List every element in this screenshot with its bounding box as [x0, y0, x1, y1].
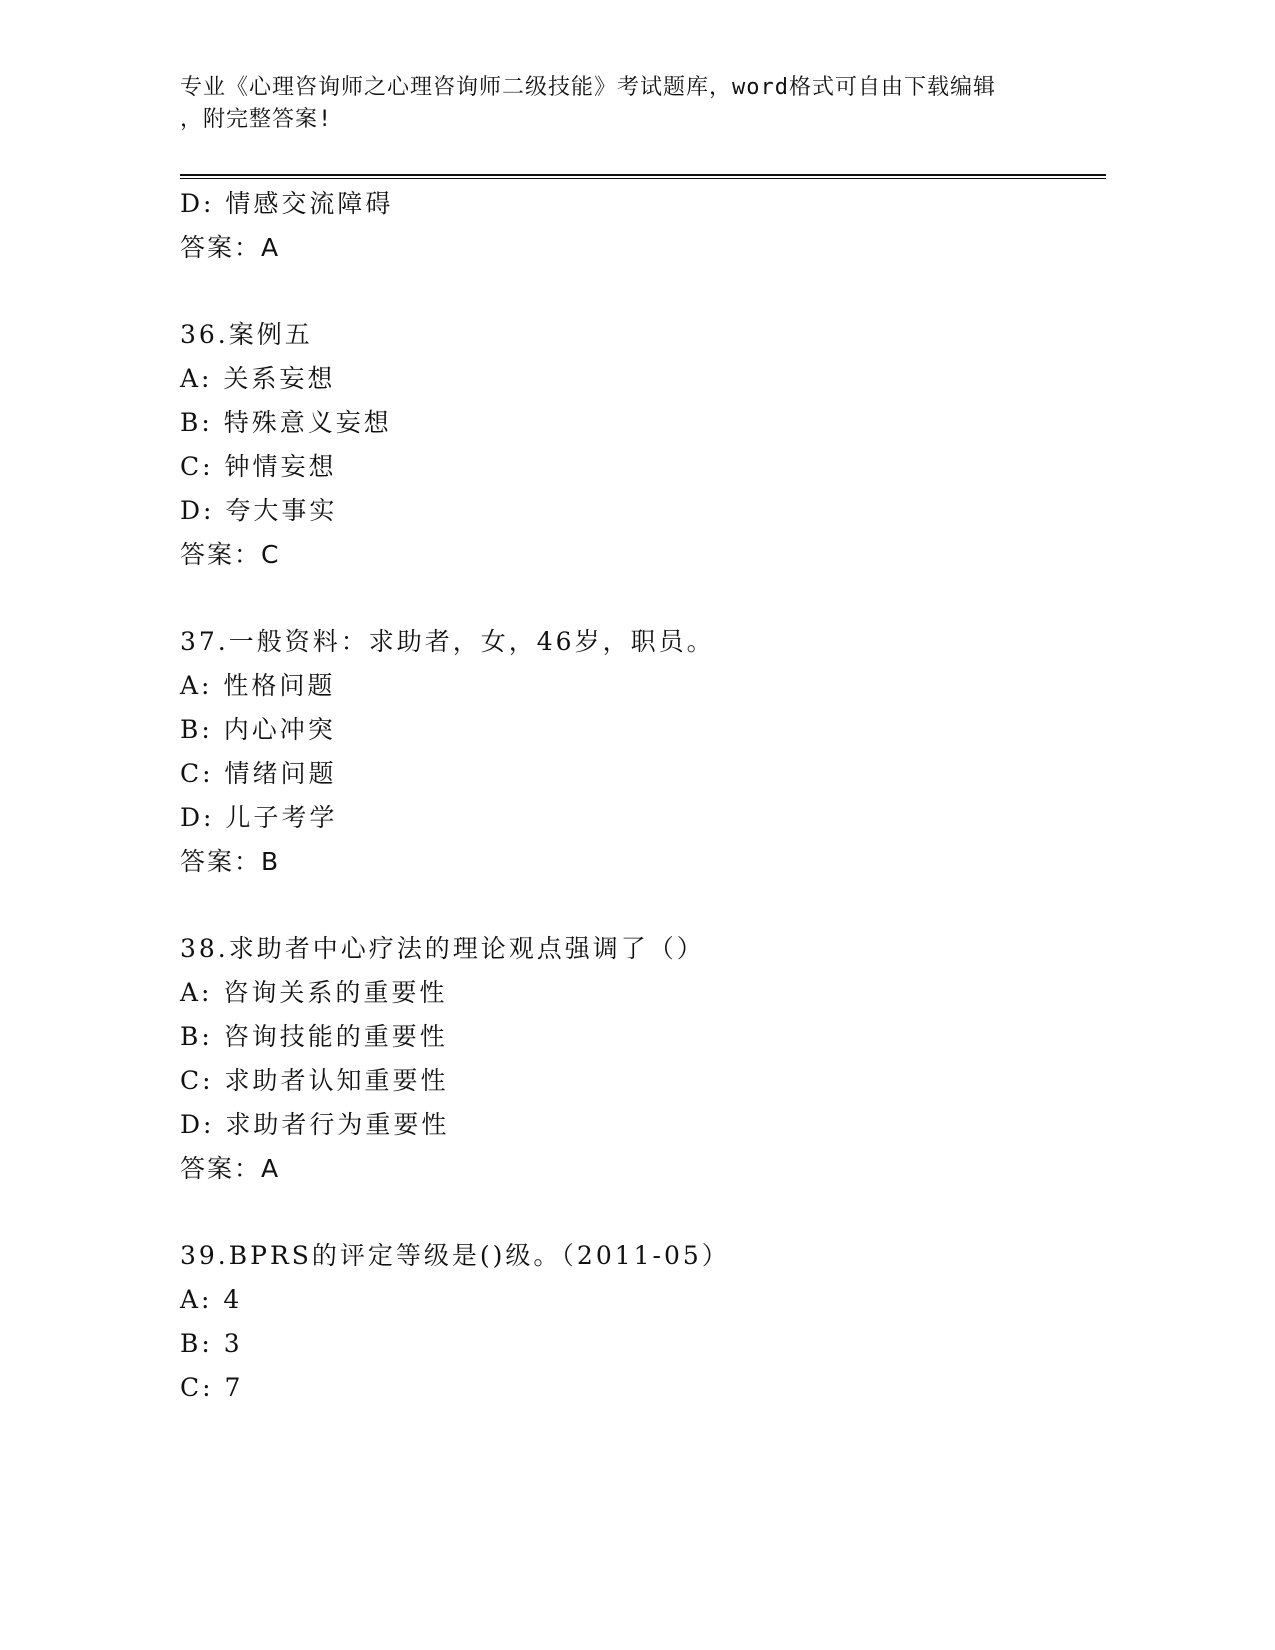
option-c: C: 求助者认知重要性	[180, 1066, 449, 1095]
option-a: A: 性格问题	[180, 671, 336, 700]
header-title-line-2: ，附完整答案!	[180, 107, 333, 132]
header-divider	[180, 174, 1106, 179]
option-a: A: 咨询关系的重要性	[180, 978, 448, 1007]
answer-line: 答案：C	[180, 540, 281, 569]
header-title-line-1: 专业《心理咨询师之心理咨询师二级技能》考试题库，word格式可自由下载编辑	[180, 75, 996, 100]
question-39	[180, 1234, 1106, 1410]
document-header	[180, 72, 1040, 136]
option-c: C: 7	[180, 1373, 244, 1402]
option-d: D: 情感交流障碍	[180, 189, 394, 218]
question-38	[180, 927, 1106, 1191]
option-d: D: 求助者行为重要性	[180, 1110, 450, 1139]
question-stem: 39.BPRS的评定等级是()级。（2011-05）	[180, 1241, 730, 1270]
option-b: B: 咨询技能的重要性	[180, 1022, 448, 1051]
option-b: B: 3	[180, 1329, 243, 1358]
option-c: C: 情绪问题	[180, 759, 337, 788]
option-d: D: 夸大事实	[180, 496, 338, 525]
question-37	[180, 620, 1106, 884]
question-stem: 38.求助者中心疗法的理论观点强调了（）	[180, 934, 705, 963]
option-a: A: 关系妄想	[180, 364, 336, 393]
option-d: D: 儿子考学	[180, 803, 338, 832]
question-stem: 37.一般资料：求助者，女，46岁，职员。	[180, 627, 715, 656]
question-36	[180, 313, 1106, 577]
answer-line: 答案：B	[180, 847, 281, 876]
answer-line: 答案：A	[180, 233, 281, 262]
question-list	[180, 182, 1106, 1410]
option-b: B: 特殊意义妄想	[180, 408, 392, 437]
option-c: C: 钟情妄想	[180, 452, 337, 481]
option-a: A: 4	[180, 1285, 243, 1314]
option-b: B: 内心冲突	[180, 715, 336, 744]
answer-line: 答案：A	[180, 1154, 281, 1183]
question-stem: 36.案例五	[180, 320, 313, 349]
